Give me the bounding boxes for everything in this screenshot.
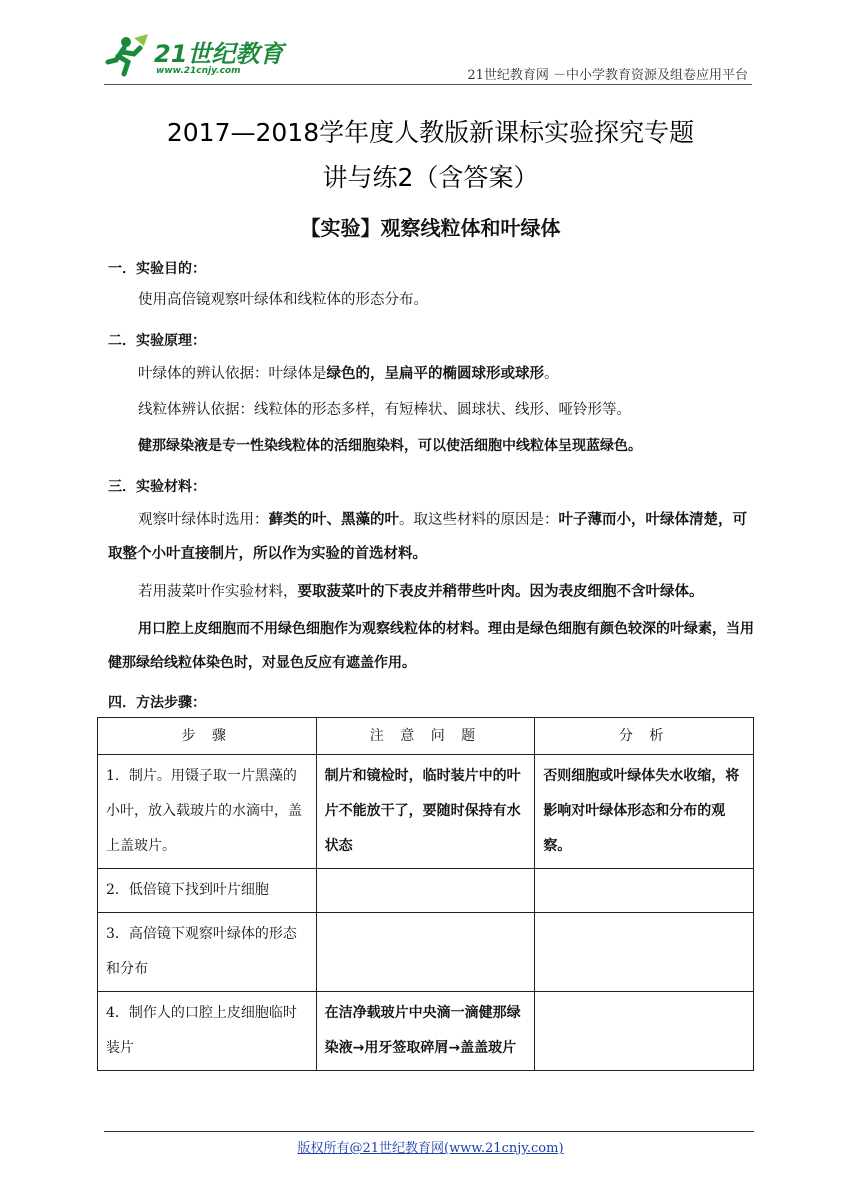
principle-janus-green: 健那绿染液是专一性染线粒体的活细胞染料，可以使活细胞中线粒体呈现蓝绿色。 [138, 438, 642, 454]
step-cell: 4．制作人的口腔上皮细胞临时装片 [98, 992, 317, 1071]
section-principle-heading: 二．实验原理： [108, 333, 206, 349]
text-run-bold: 藓类的叶、黑藻的叶 [268, 512, 399, 528]
text-run: 观察叶绿体时选用： [138, 512, 269, 528]
footer-divider [104, 1131, 754, 1132]
note-cell [316, 869, 535, 913]
doc-title-line1: 2017—2018学年度人教版新课标实验探究专题 [166, 118, 695, 147]
header-divider [104, 84, 752, 85]
principle-chloroplast [108, 357, 758, 391]
table-row [98, 869, 754, 913]
section-steps-heading: 四．方法步骤： [108, 695, 206, 711]
header-tagline: 21世纪教育网 －中小学教育资源及组卷应用平台 [467, 68, 748, 83]
text-run: 。 [544, 366, 559, 382]
steps-table [97, 717, 754, 1071]
analysis-cell [535, 992, 754, 1071]
analysis-cell: 否则细胞或叶绿体失水收缩，将影响对叶绿体形态和分布的观察。 [535, 755, 754, 869]
header-note: 注 意 问 题 [316, 718, 535, 755]
note-cell: 制片和镜检时，临时装片中的叶片不能放干了，要随时保持有水状态 [316, 755, 535, 869]
materials-spinach [108, 575, 758, 609]
section-purpose-heading: 一．实验目的： [108, 261, 206, 277]
logo-text: 21世纪教育 [154, 40, 284, 68]
step-cell: 1．制片。用镊子取一片黑藻的小叶，放入载玻片的水滴中，盖上盖玻片。 [98, 755, 317, 869]
step-cell: 3．高倍镜下观察叶绿体的形态和分布 [98, 913, 317, 992]
step-cell: 2．低倍镜下找到叶片细胞 [98, 869, 317, 913]
note-cell: 在洁净载玻片中央滴一滴健那绿染液→用牙签取碎屑→盖盖玻片 [316, 992, 535, 1071]
materials-chloroplast [108, 503, 758, 571]
section-purpose-text: 使用高倍镜观察叶绿体和线粒体的形态分布。 [138, 292, 428, 308]
section-materials-heading: 三．实验材料： [108, 479, 206, 495]
text-run-bold: 叶子薄而小，叶绿体清楚，可取整个小叶直接制片，所以作为实验的首选材料。 [108, 512, 747, 562]
table-row [98, 992, 754, 1071]
note-cell [316, 913, 535, 992]
text-run-bold: 要取菠菜叶的下表皮并稍带些叶肉。因为表皮细胞不含叶绿体。 [297, 584, 704, 600]
site-logo[interactable] [104, 32, 284, 80]
doc-title-line2: 讲与练2（含答案） [322, 163, 539, 192]
analysis-cell [535, 913, 754, 992]
materials-oral-cells: 用口腔上皮细胞而不用绿色细胞作为观察线粒体的材料。理由是绿色细胞有颜色较深的叶绿素，当用健那绿给线粒体染色时，对显色反应有遮盖作用。 [108, 621, 754, 671]
table-row [98, 913, 754, 992]
logo-url: www.21cnjy.com [156, 66, 241, 76]
page-header [104, 28, 752, 86]
table-header-row [98, 718, 754, 755]
text-run-bold: 绿色的，呈扁平的椭圆球形或球形 [326, 366, 544, 382]
footer-copyright-link[interactable]: 版权所有@21世纪教育网(www.21cnjy.com) [297, 1141, 564, 1156]
analysis-cell [535, 869, 754, 913]
table-row [98, 755, 754, 869]
principle-mitochondria: 线粒体辨认依据：线粒体的形态多样，有短棒状、圆球状、线形、哑铃形等。 [138, 402, 631, 418]
header-step: 步 骤 [98, 718, 317, 755]
header-analysis: 分 析 [535, 718, 754, 755]
text-run: 若用菠菜叶作实验材料， [138, 584, 298, 600]
runner-icon [104, 32, 156, 80]
text-run: 。取这些材料的原因是： [399, 512, 559, 528]
experiment-title: 【实验】观察线粒体和叶绿体 [300, 216, 561, 240]
text-run: 叶绿体的辨认依据：叶绿体是 [138, 366, 327, 382]
